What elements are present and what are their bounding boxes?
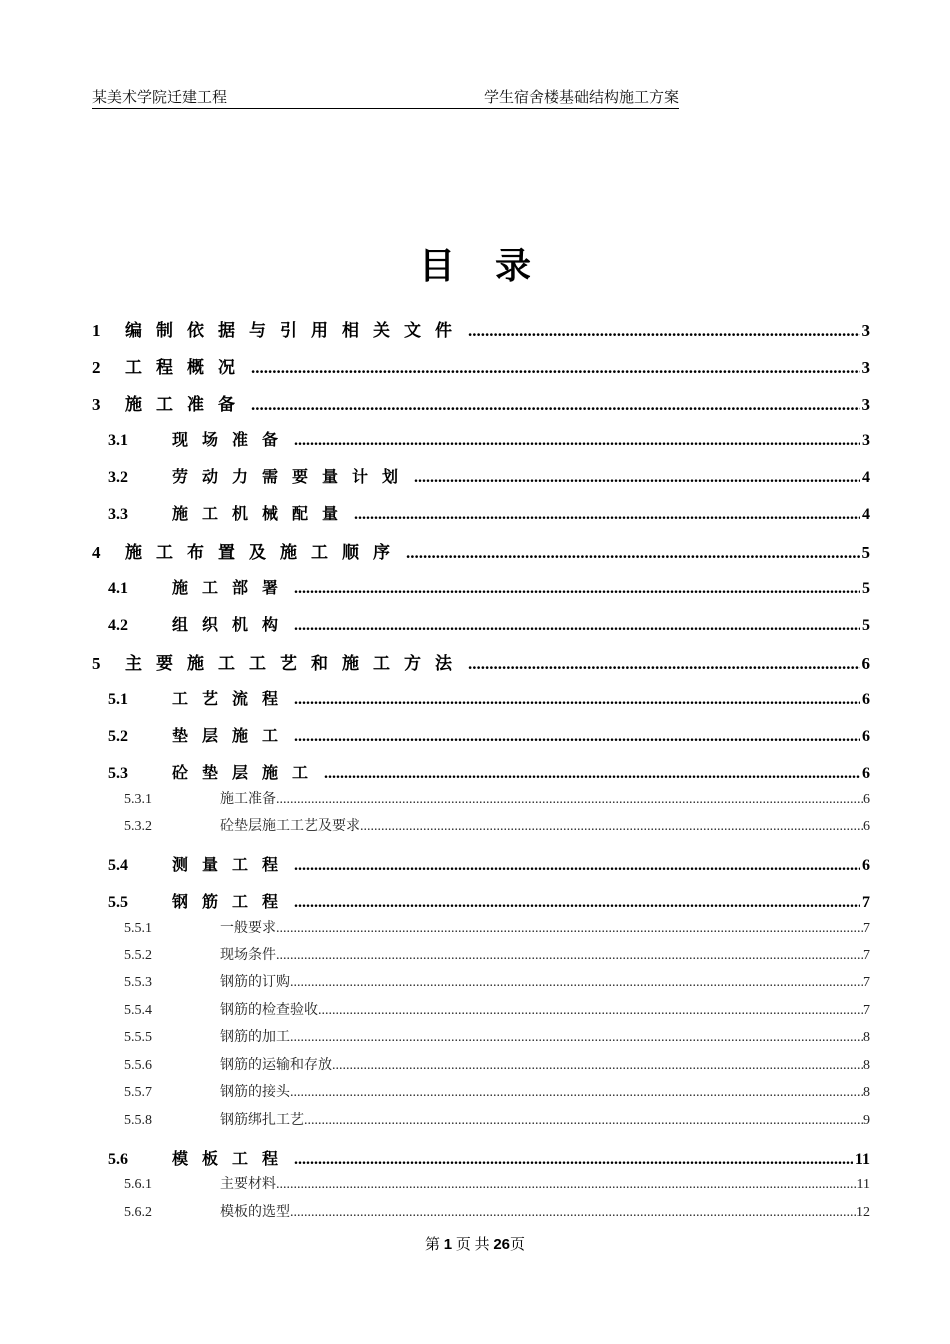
toc-entry-page-number: 4: [862, 469, 870, 486]
toc-entry[interactable]: [92, 649, 870, 674]
toc-entry-number: 5.6.1: [124, 1177, 152, 1192]
toc-entry[interactable]: [124, 999, 870, 1019]
toc-entry-title: 现场条件: [220, 948, 276, 963]
toc-entry-number: 5.5.6: [124, 1058, 152, 1073]
toc-entry-title: 施工准备: [220, 792, 276, 807]
toc-entry[interactable]: [124, 917, 870, 937]
toc-entry-number: 5.3.2: [124, 819, 152, 834]
footer-total-pages: 26: [493, 1236, 511, 1253]
toc-entry-number: 5.5.5: [124, 1030, 152, 1045]
toc-entry[interactable]: [92, 390, 870, 415]
toc-entry-page-number: 6: [862, 691, 870, 708]
toc-entry[interactable]: [92, 316, 870, 341]
toc-entry-number: 5: [92, 654, 101, 673]
toc-entry[interactable]: [108, 686, 870, 709]
toc-title: 目录: [418, 246, 571, 286]
toc-dot-leader: [414, 469, 860, 487]
toc-entry[interactable]: [124, 971, 870, 991]
toc-entry[interactable]: [124, 788, 870, 808]
toc-entry-title: 施工布置及施工顺序: [125, 543, 404, 562]
toc-entry[interactable]: [108, 723, 870, 746]
toc-entry-page-number: 12: [856, 1205, 870, 1220]
toc-dot-leader: [294, 617, 860, 635]
toc-entry-number: 3.2: [108, 469, 128, 486]
toc-entry-page-number: 7: [863, 975, 870, 990]
toc-entry-page-number: 3: [862, 432, 870, 449]
toc-entry-title: 砼垫层施工: [172, 765, 323, 782]
toc-entry-title: 施工准备: [125, 395, 249, 414]
toc-dot-leader: [332, 1058, 863, 1074]
toc-entry[interactable]: [108, 464, 870, 487]
toc-entry-page-number: 6: [863, 819, 870, 834]
toc-entry-number: 5.5.1: [124, 921, 152, 936]
toc-entry-title: 钢筋的运输和存放: [220, 1058, 332, 1073]
toc-entry[interactable]: [124, 1081, 870, 1101]
toc-dot-leader: [294, 1151, 853, 1169]
toc-entry-number: 5.5: [108, 894, 128, 911]
toc-entry[interactable]: [124, 1109, 870, 1129]
toc-entry-number: 2: [92, 358, 101, 377]
toc-entry-number: 5.5.3: [124, 975, 152, 990]
toc-entry-page-number: 6: [862, 728, 870, 745]
toc-entry-title: 主要施工工艺和施工方法: [125, 654, 466, 673]
toc-entry-title: 测量工程: [172, 857, 293, 874]
toc-entry-title: 模板的选型: [220, 1205, 290, 1220]
toc-entry-title: 劳动力需要量计划: [172, 469, 413, 486]
toc-entry-page-number: 5: [861, 543, 870, 562]
toc-entry-page-number: 11: [856, 1177, 870, 1192]
toc-entry[interactable]: [108, 1146, 870, 1169]
toc-entry-page-number: 4: [862, 506, 870, 523]
toc-entry-number: 3.3: [108, 506, 128, 523]
toc-entry-number: 5.5.8: [124, 1113, 152, 1128]
toc-dot-leader: [318, 1003, 863, 1019]
toc-dot-leader: [406, 543, 860, 563]
toc-entry-number: 5.3: [108, 765, 128, 782]
toc-dot-leader: [468, 654, 860, 674]
toc-entry-page-number: 8: [863, 1058, 870, 1073]
toc-entry-title: 施工机械配量: [172, 506, 353, 523]
toc-dot-leader: [290, 975, 863, 991]
toc-entry[interactable]: [124, 815, 870, 835]
toc-entry-number: 1: [92, 321, 101, 340]
toc-entry-title: 钢筋的加工: [220, 1030, 290, 1045]
toc-entry[interactable]: [92, 538, 870, 563]
page-footer: [0, 1235, 950, 1255]
toc-entry-page-number: 8: [863, 1085, 870, 1100]
toc-entry-page-number: 3: [861, 358, 870, 377]
toc-dot-leader: [468, 321, 860, 341]
toc-entry[interactable]: [108, 612, 870, 635]
toc-entry-title: 钢筋绑扎工艺: [220, 1113, 304, 1128]
toc-dot-leader: [360, 819, 863, 835]
toc-dot-leader: [276, 792, 863, 808]
toc-entry[interactable]: [108, 575, 870, 598]
toc-entry[interactable]: [124, 1173, 870, 1193]
toc-entry-number: 5.5.4: [124, 1003, 152, 1018]
toc-entry[interactable]: [124, 1054, 870, 1074]
toc-dot-leader: [290, 1030, 863, 1046]
header-project-name: 某美术学院迁建工程: [92, 90, 228, 106]
toc-entry-title: 钢筋的检查验收: [220, 1003, 318, 1018]
toc-dot-leader: [294, 691, 860, 709]
toc-dot-leader: [276, 1177, 857, 1193]
footer-middle: 页 共: [455, 1237, 490, 1253]
toc-entry-number: 5.3.1: [124, 792, 152, 807]
toc-entry-page-number: 3: [861, 321, 870, 340]
toc-entry-page-number: 7: [863, 948, 870, 963]
toc-dot-leader: [276, 921, 863, 937]
toc-dot-leader: [354, 506, 860, 524]
toc-entry-number: 3.1: [108, 432, 128, 449]
toc-dot-leader: [294, 894, 860, 912]
toc-entry-title: 主要材料: [220, 1177, 276, 1192]
toc-entry-title: 工程概况: [125, 358, 249, 377]
toc-entry-title: 钢筋工程: [172, 894, 293, 911]
toc-entry-title: 模板工程: [172, 1151, 293, 1168]
toc-entry-number: 4.1: [108, 580, 128, 597]
toc-entry-page-number: 7: [863, 921, 870, 936]
toc-entry-number: 5.5.2: [124, 948, 152, 963]
toc-dot-leader: [251, 395, 860, 415]
toc-entry-title: 钢筋的接头: [220, 1085, 290, 1100]
toc-entry-page-number: 6: [863, 792, 870, 807]
toc-entry-page-number: 3: [861, 395, 870, 414]
toc-entry-number: 5.6.2: [124, 1205, 152, 1220]
toc-entry-number: 5.5.7: [124, 1085, 152, 1100]
toc-entry[interactable]: [92, 353, 870, 378]
toc-entry-title: 一般要求: [220, 921, 276, 936]
toc-entry-title: 工艺流程: [172, 691, 293, 708]
footer-suffix: 页: [510, 1237, 526, 1253]
toc-entry[interactable]: [108, 760, 870, 783]
toc-dot-leader: [290, 1205, 856, 1221]
toc-entry-page-number: 9: [863, 1113, 870, 1128]
toc-dot-leader: [251, 358, 860, 378]
toc-entry[interactable]: [124, 1201, 870, 1221]
toc-dot-leader: [290, 1085, 863, 1101]
footer-prefix: 第: [424, 1237, 440, 1253]
toc-entry-title: 砼垫层施工工艺及要求: [220, 819, 360, 834]
toc-dot-leader: [294, 580, 860, 598]
toc-entry-page-number: 6: [862, 857, 870, 874]
toc-entry-title: 施工部署: [172, 580, 293, 597]
toc-entry[interactable]: [124, 1026, 870, 1046]
toc-dot-leader: [294, 857, 860, 875]
toc-entry-number: 4.2: [108, 617, 128, 634]
toc-entry[interactable]: [108, 501, 870, 524]
toc-entry-title: 组织机构: [172, 617, 293, 634]
toc-entry-number: 4: [92, 543, 101, 562]
toc-dot-leader: [294, 432, 860, 450]
toc-dot-leader: [276, 948, 863, 964]
toc-entry-number: 3: [92, 395, 101, 414]
toc-entry-page-number: 8: [863, 1030, 870, 1045]
header-document-title: 学生宿舍楼基础结构施工方案: [483, 90, 679, 106]
toc-entry-title: 现场准备: [172, 432, 293, 449]
toc-entry[interactable]: [124, 944, 870, 964]
toc-entry-page-number: 5: [862, 580, 870, 597]
footer-current-page: 1: [443, 1236, 453, 1253]
toc-dot-leader: [304, 1113, 863, 1129]
toc-dot-leader: [324, 765, 860, 783]
toc-dot-leader: [294, 728, 860, 746]
toc-entry[interactable]: [108, 852, 870, 875]
toc-entry-number: 5.4: [108, 857, 128, 874]
toc-entry-page-number: 6: [862, 765, 870, 782]
toc-entry-page-number: 7: [862, 894, 870, 911]
toc-entry-number: 5.2: [108, 728, 128, 745]
toc-entry-page-number: 11: [854, 1151, 870, 1168]
toc-entry[interactable]: [108, 889, 870, 912]
toc-entry-title: 编制依据与引用相关文件: [125, 321, 466, 340]
toc-entry-title: 垫层施工: [172, 728, 293, 745]
toc-entry-number: 5.1: [108, 691, 128, 708]
toc-entry-page-number: 5: [862, 617, 870, 634]
toc-entry-number: 5.6: [108, 1151, 128, 1168]
toc-entry-title: 钢筋的订购: [220, 975, 290, 990]
toc-entry-page-number: 6: [861, 654, 870, 673]
toc-entry-page-number: 7: [863, 1003, 870, 1018]
toc-entry[interactable]: [108, 427, 870, 450]
